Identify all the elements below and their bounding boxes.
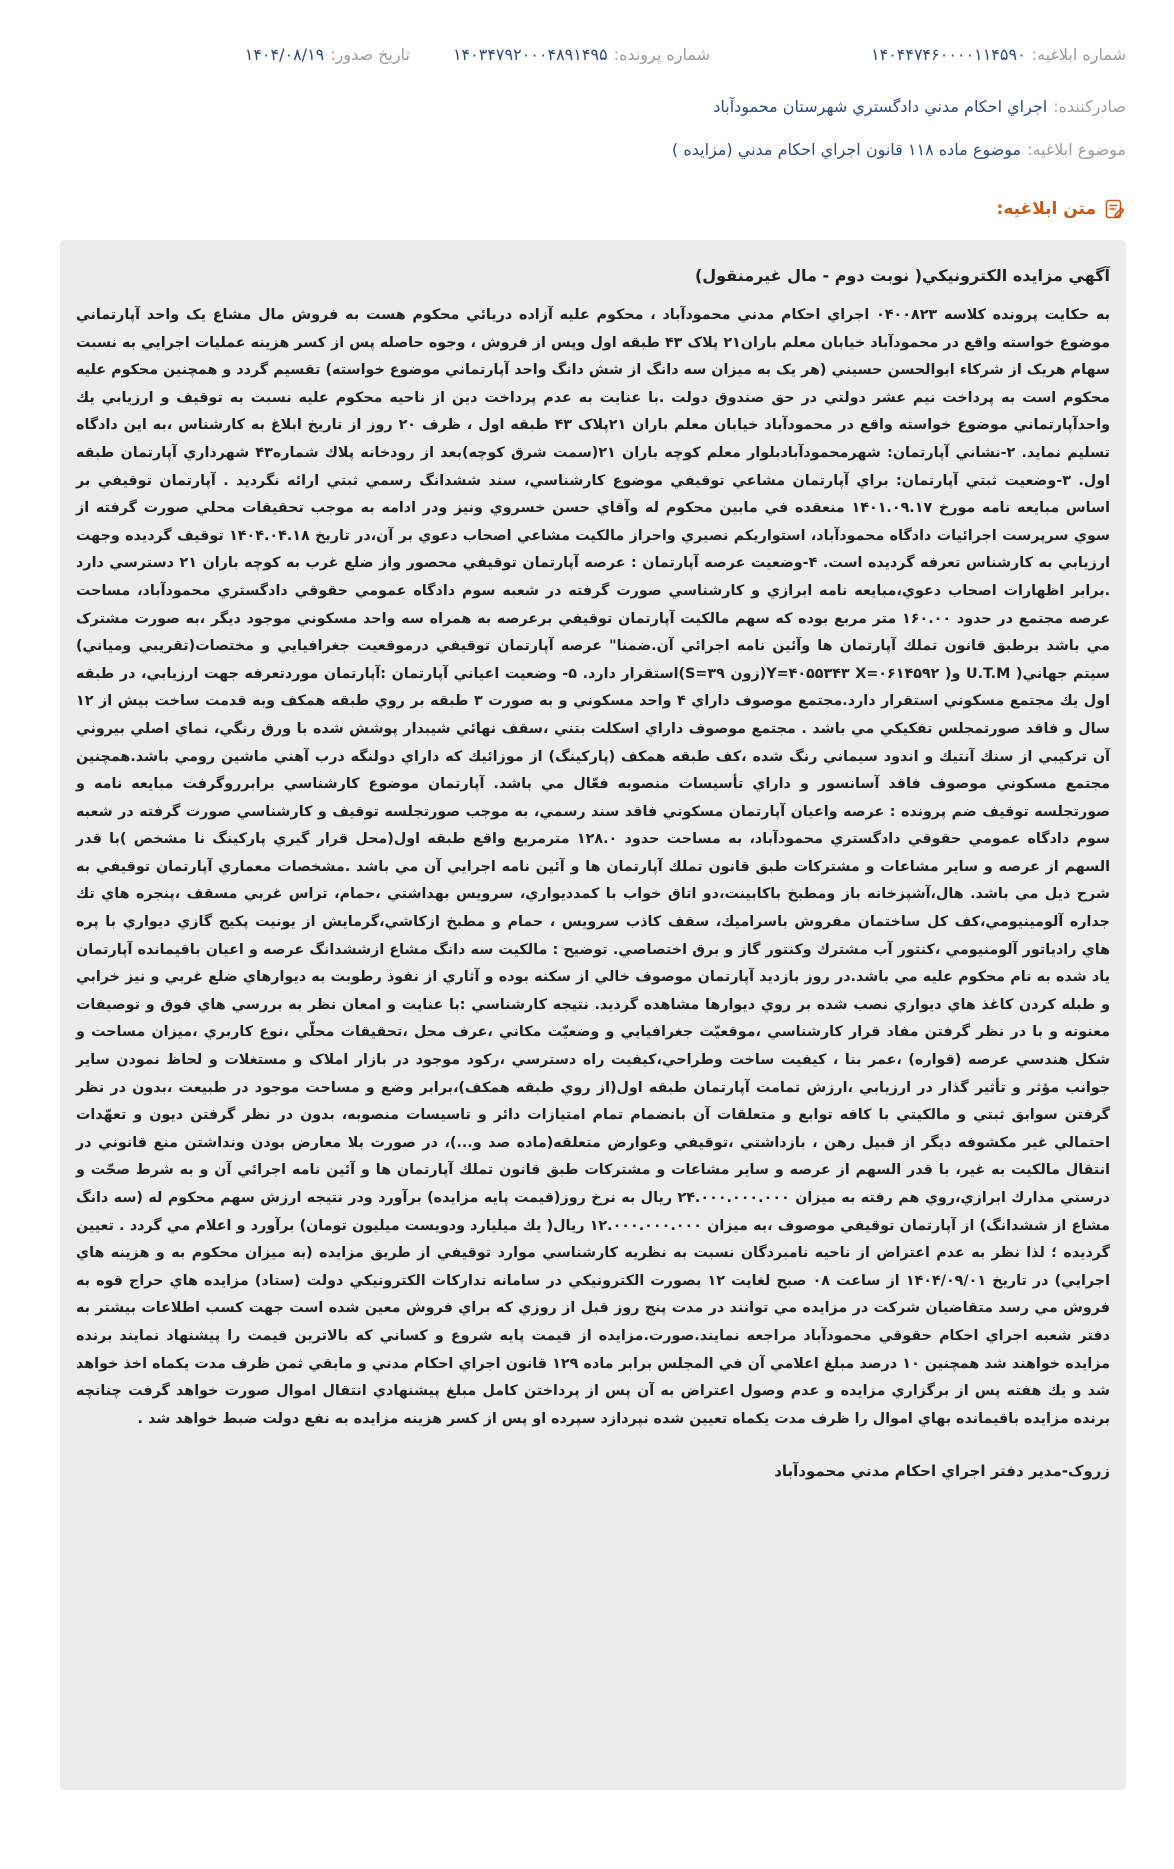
section-title-text: متن ابلاغيه: [996, 199, 1096, 219]
case-number-value: ۱۴۰۳۴۷۹۲۰۰۰۴۸۹۱۴۹۵ [452, 44, 608, 64]
notice-signature: زروک-مدير دفتر اجراي احکام مدني محمودآباد [774, 1462, 1110, 1481]
subject-value: موضوع ماده ۱۱۸ قانون اجراي احکام مدني (مزايده ) [672, 140, 1022, 159]
notice-page [60, 0, 1126, 1869]
subject-label: موضوع ابلاغيه: [1027, 140, 1126, 159]
issuer-label: صادرکننده: [1053, 97, 1126, 116]
notice-title: آگهي مزايده الكترونيكي( نوبت دوم - مال غيرمنقول) [694, 266, 1110, 285]
case-number-label: شماره پرونده: [613, 44, 710, 64]
issuer-row [60, 97, 1126, 116]
subject-row [60, 140, 1126, 159]
issue-date [245, 45, 410, 64]
issue-date-label: تاريخ صدور: [330, 44, 410, 64]
case-number [453, 45, 710, 64]
section-title [997, 198, 1126, 220]
issue-date-value: ۱۴۰۴/۰۸/۱۹ [244, 44, 325, 64]
issuer-value: اجراي احکام مدني دادگستري شهرستان محمودآباد [713, 97, 1048, 116]
note-icon [1104, 198, 1126, 220]
notice-body: به حکايت پرونده کلاسه ۰۴۰۰۸۲۳ اجراي احکام مدني محمودآباد ، محکوم عليه آزاده دريائي محکوم هست به فروش مال مشاع يک واحد آپارتماني موضوع خواسته واقع در محمودآباد خيابان معلم باران۲۱ پلاک ۴۳ طبقه اول وپس از فروش ، وجوه حاصله پس از کسر هزينه عمليات اجرايي به نسبت سهام هريک از شرکاء ابوالحسن حسيني (هر يک به ميزان سه دانگ از شش دانگ واحد آپارتماني موضوع خواسته) تقسيم گردد و همچنين محکوم عليه محکوم است به پرداخت نيم عشر دولتي در حق صندوق دولت .با عنايت به عدم پرداخت دين از ناحيه محکوم عليه نسبت به توقيف و ارزيابي يك واحدآپارتماني موضوع خواسته واقع در محمودآباد خيابان معلم باران ۲۱پلاک ۴۳ طبقه اول ، ظرف ۲۰ روز از تاريخ ابلاغ به کارشناس ،به اين دادگاه تسليم نمايد. ۲-نشاني آپارتمان: شهرمحمودآبادبلوار معلم کوچه باران ۲۱(سمت شرق کوچه)بعد از رودخانه پلاك شماره۴۳ شهرداري آپارتمان طبقه اول. ۳-وضعيت ثبتي آپارتمان: براي آپارتمان مشاعي توقيفي موضوع کارشناسي، سند ششدانگ رسمي ثبتي ارائه نگرديد . آپارتمان توقيفي بر اساس مبايعه نامه مورخ ۱۴۰۱.۰۹.۱۷ منعقده في مابين محکوم له وآقاي حسن خسروي ونيز ودر ادامه به موجب تحقيقات محلي صورت گرفته از سوي سرپرست اجرائيات دادگاه محمودآباد، استواريکم نصيري واحراز مالکيت مشاعي اصحاب دعوي بر آن،در تاريخ ۱۴۰۴.۰۴.۱۸ توقيف گرديده وجهت ارزيابي به كارشناس تعرفه گرديده است. ۴-وضعيت عرصه آپارتمان : عرصه آپارتمان توقيفي محصور واز ضلع غرب به کوچه باران ۲۱ دسترسي دارد .برابر اظهارات اصحاب دعوي،مبايعه نامه ابرازي و کارشناسي صورت گرفته در شعبه سوم دادگاه عمومي حقوقي دادگستري محمودآباد، مساحت عرصه مجتمع در حدود ۱۶۰.۰۰ متر مربع بوده که سهم مالکيت آپارتمان توقيفي برعرصه به همراه سه واحد مسكوني موجود ديگر ،به صورت مشترک مي باشد برطبق قانون تملك آپارتمان ها وآئين نامه اجرائي آن.ضمنا" عرصه آپارتمان توقيفي درموقعيت جغرافيايي و مختصات(تقريبي ومياني) سيتم جهاني( U.T.M و( Y=۴۰۵۵۳۴۳ X=۰۶۱۴۵۹۲(زون S=۳۹)استقرار دارد. ۵- وضعيت اعياني آپارتمان :آپارتمان موردتعرفه جهت ارزيابي، در طبقه اول يك مجتمع مسكوني استقرار دارد.مجتمع موصوف داراي ۴ واحد مسكوني و به صورت ۳ طبقه بر روي طبقه همکف وبه قدمت ساخت بيش از ۱۲ سال و فاقد صورتمجلس تفکيکي مي باشد . مجتمع موصوف داراي اسكلت بتني ،سقف نهائي شيبدار پوشش شده با ورق رنگي، نماي اصلي بيروني آن تركيبي از سنك آنتيك و اندود سيماني رنگ شده ،كف طبقه همكف (پاركينگ) از موزائيك كه داراي دولنگه درب آهني ماشين رومي باشد.همچنين مجتمع مسكوني موصوف فاقد آسانسور و داراي تأسيسات منصوبه فعّال مي باشد. آپارتمان موضوع كارشناسي برابرروگرفت مبايعه نامه و صورتجلسه توقيف ضم پرونده : عرصه واعيان آپارتمان مسكوني فاقد سند رسمي، به موجب صورتجلسه توقيف و كارشناسي صورت گرفته در شعبه سوم دادگاه عمومي حقوقي دادگستري محمودآباد، به مساحت حدود ۱۲۸.۰ مترمربع واقع طبقه اول(محل قرار گيري پاركينگ نا مشخص )با قدر السهم از عرصه و ساير مشاعات و مشتركات طبق قانون تملك آپارتمان ها و آئين نامه اجرايي آن مي باشد .مشخصات معماري آپارتمان توقيفي به شرح ذيل مي باشد. هال،آشپزخانه باز ومطبخ باكابينت،دو اتاق خواب با كمدديواري، سرويس بهداشتي ،حمام، تراس غربي مسقف ،پنجره هاي تك جداره آلومينيومي،كف كل ساختمان مفروش باسراميك، سقف كاذب سرويس ، حمام و مطبخ ازكاشي،گرمايش از يونيت پكيج گازي ديواري با پره هاي رادياتور آلومنيومي ،كنتور آب مشترك وكنتور گاز و برق اختصاصي. توضيح : مالكيت سه دانگ مشاع ازششدانگ عرصه و اعيان باقيمانده آپارتمان ياد شده به نام محكوم عليه مي باشد.در روز بازديد آپارتمان موصوف خالي از سكنه بوده و آثاري از نفوذ رطوبت به ديوارهاي ضلع غربي و نيز خرابي و طبله كردن كاغذ هاي ديواري نصب شده بر روي ديوارها مشاهده گرديد. نتيجه كارشناسي :با عنايت و امعان نظر به بررسي هاي فوق و توصيفات معنونه و با در نظر گرفتن مفاد قرار كارشناسي ،موقعيّت جغرافيايي و وضعيّت مكاني ،عرف محل ،تحقيقات محلّي ،نوع كاربري ،ميزان مساحت و شكل هندسي عرصه (قواره) ،عمر بنا ، كيفيت ساخت وطراحي،كيفيت راه دسترسي ،ركود موجود در بازار املاک و مستغلات و لحاظ نمودن ساير جوانب مؤثر و تأثير گذار در ارزيابي ،ارزش تمامت آپارتمان طبقه اول(از روي طبقه همكف)،برابر وضع و مساحت موجود در طبيعت ،بدون در نظر گرفتن سوابق ثبتي و مالكيتي با كافه توابع و متعلقات آن بانضمام تمام امتيازات دائر و تاسيسات منصوبه، بدون در نظر گرفتن ديون و تعهّدات احتمالي غير مكشوفه ديگر از قبيل رهن ، بازداشتي ،توقيفي وعوارض متعلقه(ماده صد و...)، در صورت بلا معارض بودن ونداشتن منع قانوني در انتقال مالكيت به غير، با قدر السهم از عرصه و ساير مشاعات و مشتركات طبق قانون تملك آپارتمان ها و آئين نامه اجرائي آن و به شرط صحّت و درستي مدارك ابرازي،روي هم رفته به ميزان ۲۴.۰۰۰.۰۰۰.۰۰۰ ريال به نرخ روز(قيمت پايه مزايده) برآورد ودر نتيجه ارزش سهم محکوم له (سه دانگ مشاع از ششدانگ) از آپارتمان توقيفي موصوف ،به ميزان ۱۲.۰۰۰.۰۰۰.۰۰۰ ريال( يك ميلیارد ودويست ميليون تومان) برآورد و اعلام مي گردد . تعيين گرديده ؛ لذا نظر به عدم اعتراض از ناحيه نامبردگان نسبت به نظريه كارشناسي موارد توقيفي از طريق مزايده (به ميزان محکوم به و هزينه هاي اجرايي) در تاريخ ۱۴۰۴/۰۹/۰۱ از ساعت ۰۸ صبح لغايت ۱۲ بصورت الکترونيکي در سامانه تدارکات الکترونيکي دولت (ستاد) مزايده هاي حراج قوه به فروش مي رسد متقاضيان شرکت در مزايده مي توانند در مدت پنج روز قبل از روزي که براي فروش معين شده است جهت کسب اطلاعات بيشتر به دفتر شعبه اجراي احکام حقوقي محمودآباد مراجعه نمايند.صورت.مزايده از قيمت پايه شروع و کساني که بالاترين قيمت را پيشنهاد نمايند برنده مزايده خواهند شد همچنين ۱۰ درصد مبلغ اعلامي آن في المجلس برابر ماده ۱۲۹ قانون اجراي احکام مدني و مابقي ثمن ظرف مدت يكماه اخذ خواهد شد و يك هفته پس از برگزاري مزايده و عدم وصول اعتراض به آن پس از پرداختن کامل مبلغ پيشنهادي انتقال اموال صورت خواهد گرفت چنانچه برنده مزايده باقيمانده بهاي اموال را ظرف مدت يكماه تعيين شده نپردازد سپرده او پس از کسر هزينه مزايده به نفع دولت ضبط خواهد شد . [76, 307, 1110, 1427]
notice-number [871, 45, 1126, 64]
notice-content-box [60, 240, 1126, 1790]
notice-number-label: شماره ابلاغيه: [1031, 44, 1126, 64]
notice-number-value: ۱۴۰۴۴۷۴۶۰۰۰۰۱۱۴۵۹۰ [870, 44, 1026, 64]
